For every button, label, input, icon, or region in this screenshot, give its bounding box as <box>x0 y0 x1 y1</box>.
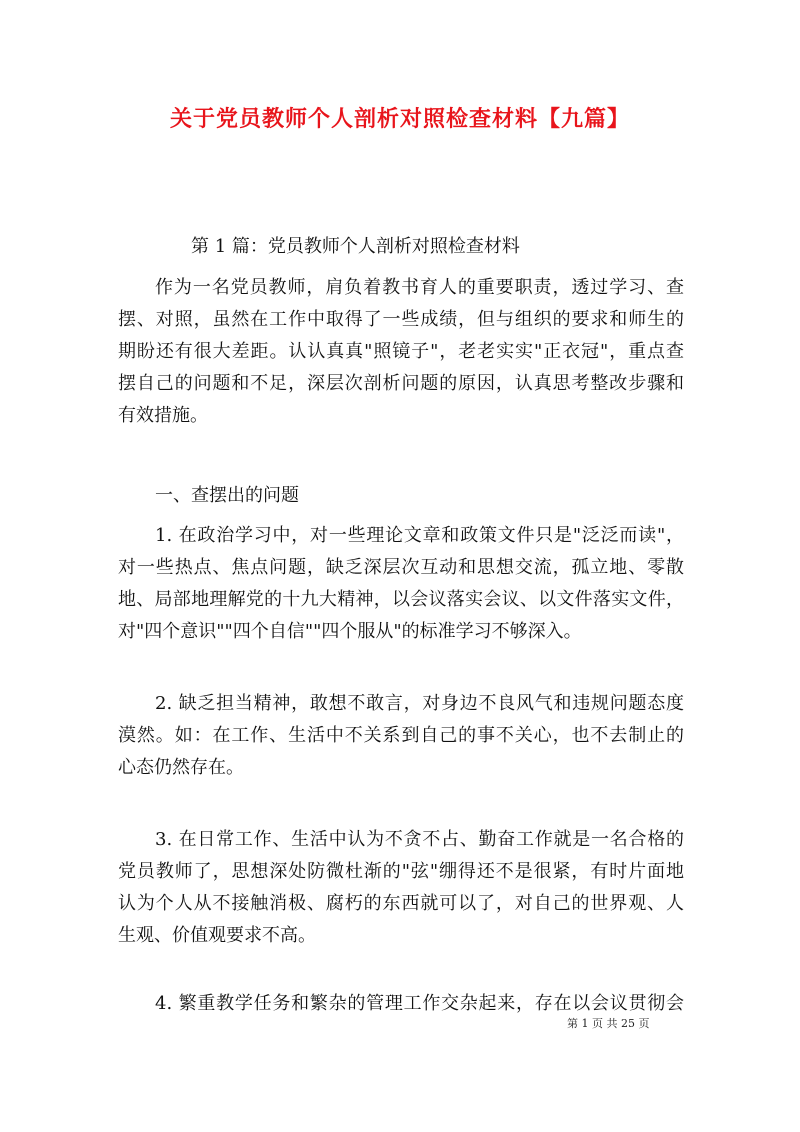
chapter-heading: 第 1 篇：党员教师个人剖析对照检查材料 <box>191 236 520 257</box>
paragraph-item-3 <box>118 824 684 952</box>
paragraph-line: 生观、价值观要求不高。 <box>118 925 316 946</box>
paragraph-line: 心态仍然存在。 <box>118 757 244 778</box>
section-heading <box>118 480 684 512</box>
paragraph-intro <box>118 272 684 432</box>
paragraph-line: 2. 缺乏担当精神，敢想不敢言，对身边不良风气和违规问题态度 <box>155 693 684 714</box>
paragraph-line: 期盼还有很大差距。认认真真"照镜子"，老老实实"正衣冠"，重点查 <box>118 341 684 362</box>
paragraph-item-1 <box>118 520 684 648</box>
paragraph-line: 认为个人从不接触消极、腐朽的东西就可以了，对自己的世界观、人 <box>118 893 684 914</box>
page-number-footer: 第 1 页 共 25 页 <box>567 1017 650 1030</box>
paragraph-line: 对一些热点、焦点问题，缺乏深层次互动和思想交流，孤立地、零散 <box>118 557 684 578</box>
paragraph-line: 4. 繁重教学任务和繁杂的管理工作交杂起来，存在以会议贯彻会 <box>155 993 684 1014</box>
section-heading-text: 一、查摆出的问题 <box>155 485 299 506</box>
paragraph-line: 3. 在日常工作、生活中认为不贪不占、勤奋工作就是一名合格的 <box>155 829 684 850</box>
paragraph-line: 有效措施。 <box>118 405 208 426</box>
paragraph-line: 对"四个意识""四个自信""四个服从"的标准学习不够深入。 <box>118 621 582 642</box>
paragraph-line: 摆、对照，虽然在工作中取得了一些成绩，但与组织的要求和师生的 <box>118 309 684 330</box>
paragraph-line: 摆自己的问题和不足，深层次剖析问题的原因，认真思考整改步骤和 <box>118 373 684 394</box>
paragraph-line: 1. 在政治学习中，对一些理论文章和政策文件只是"泛泛而读"， <box>155 525 684 546</box>
paragraph-line: 地、局部地理解党的十九大精神，以会议落实会议、以文件落实文件， <box>118 589 684 610</box>
paragraph-item-2 <box>118 688 684 784</box>
paragraph-line: 漠然。如：在工作、生活中不关系到自己的事不关心，也不去制止的 <box>118 725 684 746</box>
paragraph-line: 作为一名党员教师，肩负着教书育人的重要职责，透过学习、查 <box>155 277 684 298</box>
document-title: 关于党员教师个人剖析对照检查材料【九篇】 <box>169 106 630 132</box>
paragraph-line: 党员教师了，思想深处防微杜渐的"弦"绷得还不是很紧，有时片面地 <box>118 861 684 882</box>
